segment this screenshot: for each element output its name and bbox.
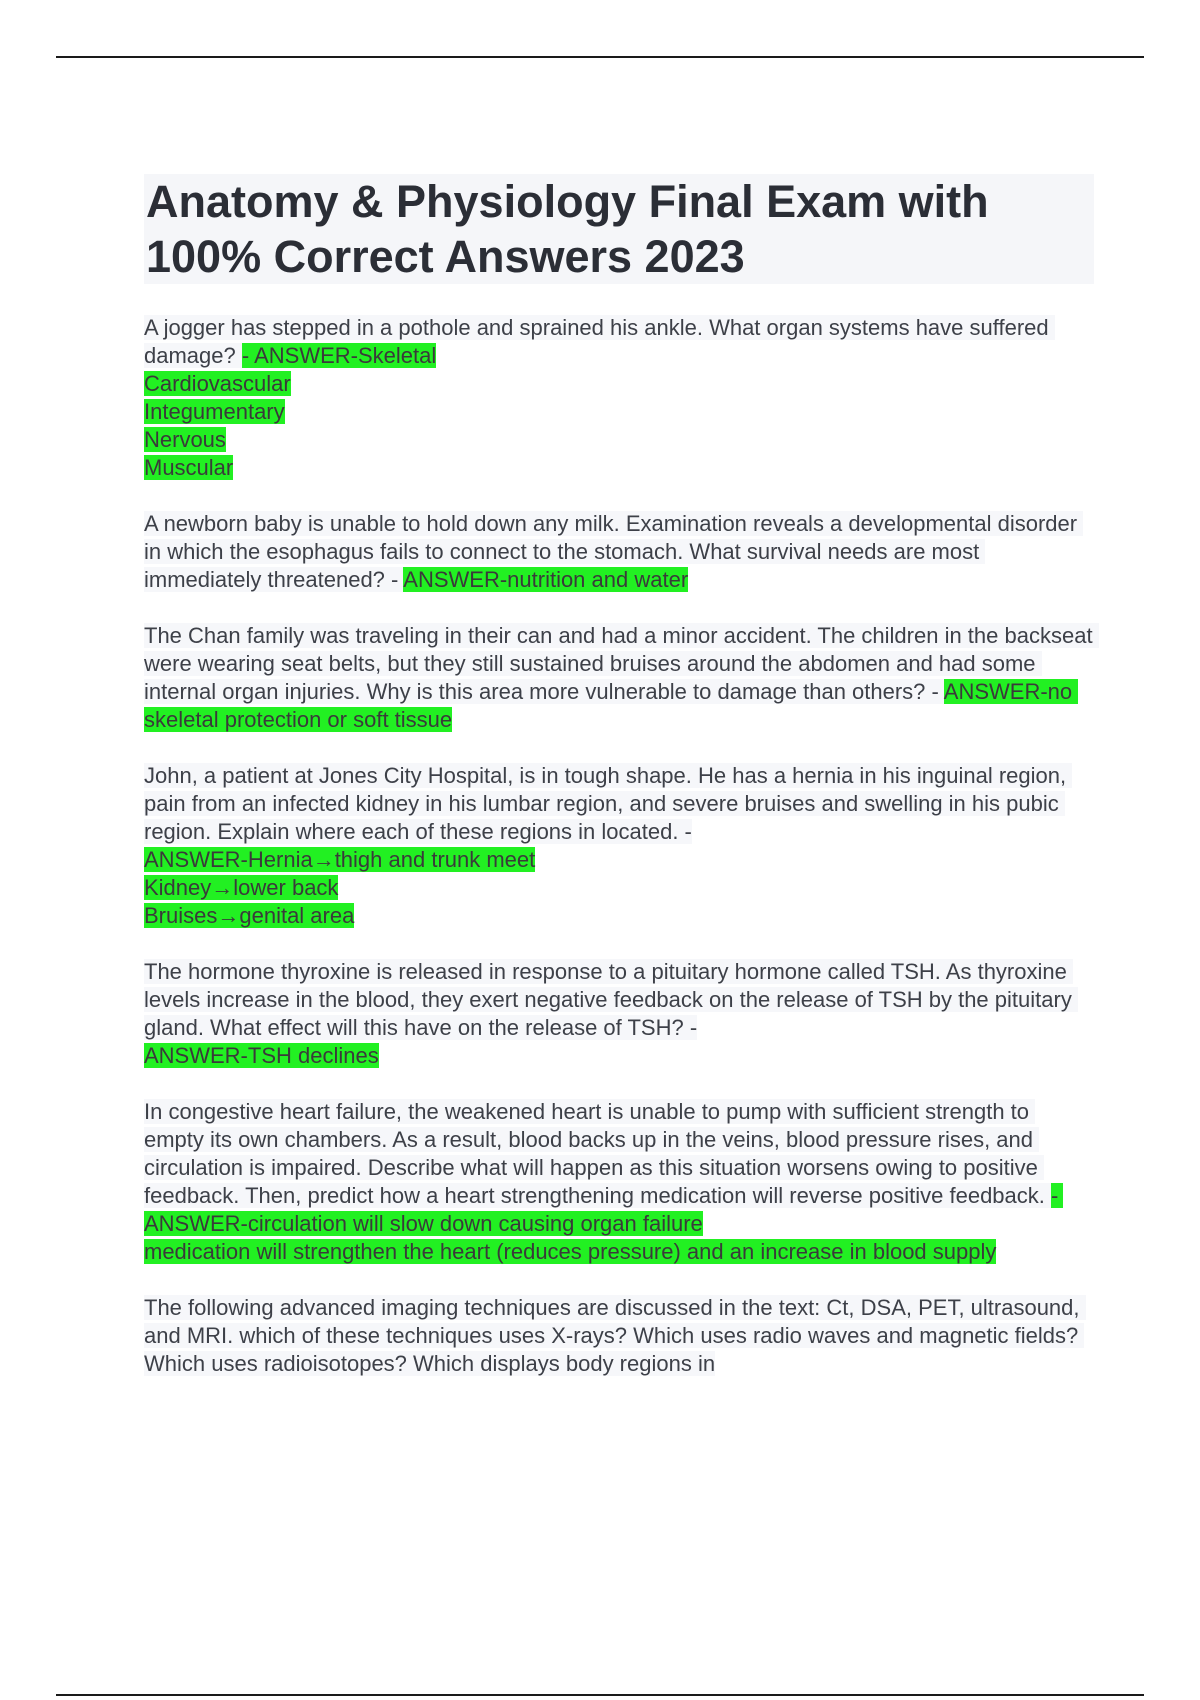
document-body <box>144 174 1099 1378</box>
qa-item-7 <box>144 1294 1094 1378</box>
qa-item-1 <box>144 314 1094 482</box>
qa-item-5 <box>144 958 1094 1070</box>
document-title: Anatomy & Physiology Final Exam with 100% Correct Answers 2023 <box>144 174 1094 284</box>
question-text: A jogger has stepped in a pothole and sprained his ankle. What organ systems have suffered damage? <box>144 315 1055 368</box>
question-text: A newborn baby is unable to hold down any milk. Examination reveals a developmental disorder in which the esophagus fails to connect to the stomach. What survival needs are most immediately threatened? - <box>144 511 1084 592</box>
answer-text: ANSWER-TSH declines <box>144 1043 379 1068</box>
answer-text: ANSWER-nutrition and water <box>403 567 689 592</box>
question-text: The hormone thyroxine is released in response to a pituitary hormone called TSH. As thyroxine levels increase in the blood, they exert negative feedback on the release of TSH by the pituitary gland. What effect will this have on the release of TSH? - <box>144 959 1078 1040</box>
answer-text: - ANSWER-Skeletal Cardiovascular Integumentary Nervous Muscular <box>144 343 437 480</box>
footer-rule <box>56 1694 1144 1696</box>
answer-text: ANSWER-no skeletal protection or soft tissue <box>144 679 1079 732</box>
question-text: The following advanced imaging techniques are discussed in the text: Ct, DSA, PET, ultrasound, and MRI. which of these techniques uses X-rays? Which uses radio waves and magnetic fields? Which uses radioisotopes? Which displays body regions in <box>144 1295 1086 1376</box>
qa-item-6 <box>144 1098 1094 1266</box>
answer-text: ANSWER-Hernia→thigh and trunk meet Kidney→lower back Bruises→genital area <box>144 847 536 928</box>
qa-item-3 <box>144 622 1099 734</box>
answer-text: - ANSWER-circulation will slow down causing organ failure medication will strengthen the heart (reduces pressure) and an increase in blood supply <box>144 1183 1063 1264</box>
question-text: The Chan family was traveling in their can and had a minor accident. The children in the backseat were wearing seat belts, but they still sustained bruises around the abdomen and had some internal organ injuries. Why is this area more vulnerable to damage than others? - <box>144 623 1099 704</box>
header-rule <box>56 56 1144 58</box>
qa-item-2 <box>144 510 1094 594</box>
question-text: In congestive heart failure, the weakened heart is unable to pump with sufficient strength to empty its own chambers. As a result, blood backs up in the veins, blood pressure rises, and circulation is impaired. Describe what will happen as this situation worsens owing to positive feedback. Then, predict how a heart strengthening medication will reverse positive feedback. <box>144 1099 1051 1208</box>
question-text: John, a patient at Jones City Hospital, is in tough shape. He has a hernia in his inguinal region, pain from an infected kidney in his lumbar region, and severe bruises and swelling in his pubic region. Explain where each of these regions in located. - <box>144 763 1072 844</box>
qa-item-4 <box>144 762 1094 930</box>
